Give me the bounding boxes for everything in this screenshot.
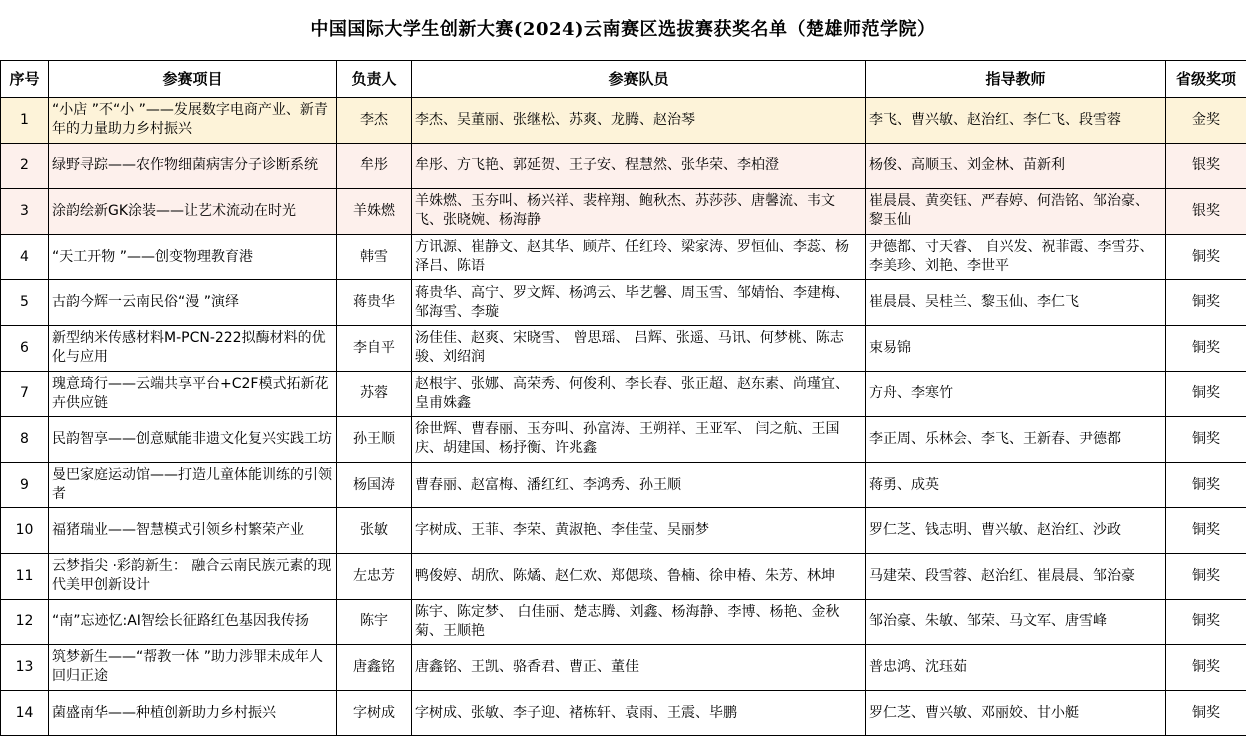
header-project: 参赛项目: [49, 61, 337, 98]
row-number: 13: [1, 645, 49, 691]
award-level: 铜奖: [1166, 325, 1246, 371]
team-members: 羊姝燃、玉夯叫、杨兴祥、裴梓翔、鲍秋杰、苏莎莎、唐馨流、韦文飞、张晓婉、杨海静: [412, 189, 866, 235]
award-level: 铜奖: [1166, 690, 1246, 736]
team-members: 字树成、王菲、李荣、黄淑艳、李佳莹、吴丽梦: [412, 508, 866, 554]
table-row: [1, 553, 1246, 599]
team-leader: 李杰: [337, 98, 412, 144]
project-name: 福猪瑞业——智慧模式引领乡村繁荣产业: [49, 508, 337, 554]
row-number: 14: [1, 690, 49, 736]
team-leader: 羊姝燃: [337, 189, 412, 235]
award-level: 铜奖: [1166, 234, 1246, 280]
project-name: 筑梦新生——“帮教一体 ”助力涉罪未成年人回归正途: [49, 645, 337, 691]
row-number: 2: [1, 143, 49, 189]
table-row: [1, 371, 1246, 417]
row-number: 1: [1, 98, 49, 144]
team-leader: 苏蓉: [337, 371, 412, 417]
project-name: “小店 ”不“小 ”——发展数字电商产业、新青年的力量助力乡村振兴: [49, 98, 337, 144]
team-members: 牟彤、方飞艳、郭延贺、王子安、程慧然、张华荣、李柏澄: [412, 143, 866, 189]
team-leader: 张敏: [337, 508, 412, 554]
advisors: 马建荣、段雪蓉、赵治红、崔晨晨、邹治豪: [866, 553, 1166, 599]
row-number: 11: [1, 553, 49, 599]
table-row: [1, 690, 1246, 736]
table-row: [1, 325, 1246, 371]
project-name: 曼巴家庭运动馆——打造儿童体能训练的引领者: [49, 462, 337, 508]
advisors: 罗仁芝、钱志明、曹兴敏、赵治红、沙政: [866, 508, 1166, 554]
project-name: 瑰意琦行——云端共享平台+C2F模式拓新花卉供应链: [49, 371, 337, 417]
project-name: 云梦指尖 ·彩韵新生： 融合云南民族元素的现代美甲创新设计: [49, 553, 337, 599]
team-members: 徐世辉、曹春丽、玉夯叫、孙富涛、王朔祥、王亚军、 闫之航、王国庆、胡建国、杨抒衡、许兆鑫: [412, 417, 866, 463]
team-leader: 牟彤: [337, 143, 412, 189]
advisors: 崔晨晨、吴桂兰、黎玉仙、李仁飞: [866, 280, 1166, 326]
header-award: 省级奖项: [1166, 61, 1246, 98]
row-number: 6: [1, 325, 49, 371]
table-row: [1, 143, 1246, 189]
table-row: [1, 417, 1246, 463]
advisors: 杨俊、高顺玉、刘金林、苗新利: [866, 143, 1166, 189]
table-row: [1, 280, 1246, 326]
award-level: 金奖: [1166, 98, 1246, 144]
award-level: 铜奖: [1166, 371, 1246, 417]
advisors: 尹德都、寸天睿、 自兴发、祝菲霞、李雪芬、李美珍、刘艳、李世平: [866, 234, 1166, 280]
project-name: “南”忘迹忆:AI智绘长征路红色基因我传扬: [49, 599, 337, 645]
award-level: 铜奖: [1166, 645, 1246, 691]
award-level: 铜奖: [1166, 553, 1246, 599]
advisors: 罗仁芝、曹兴敏、邓丽姣、甘小艇: [866, 690, 1166, 736]
team-members: 赵根宇、张娜、高荣秀、何俊利、李长春、张正超、赵东素、尚瑾宜、皇甫姝鑫: [412, 371, 866, 417]
table-row: [1, 508, 1246, 554]
team-leader: 左忠芳: [337, 553, 412, 599]
advisors: 李正周、乐林会、李飞、王新春、尹德都: [866, 417, 1166, 463]
team-members: 唐鑫铭、王凯、骆香君、曹正、董佳: [412, 645, 866, 691]
award-level: 铜奖: [1166, 462, 1246, 508]
project-name: 民韵智享——创意赋能非遗文化复兴实践工坊: [49, 417, 337, 463]
team-leader: 字树成: [337, 690, 412, 736]
table-row: [1, 599, 1246, 645]
team-members: 字树成、张敏、李子迎、褚栋轩、袁雨、王震、毕鹏: [412, 690, 866, 736]
table-row: [1, 189, 1246, 235]
table-row: [1, 234, 1246, 280]
team-leader: 孙王顺: [337, 417, 412, 463]
advisors: 崔晨晨、黄奕钰、严春婷、何浩铭、邹治豪、黎玉仙: [866, 189, 1166, 235]
page-title: 中国国际大学生创新大赛(2024)云南赛区选拔赛获奖名单（楚雄师范学院）: [310, 19, 936, 40]
row-number: 9: [1, 462, 49, 508]
advisors: 李飞、曹兴敏、赵治红、李仁飞、段雪蓉: [866, 98, 1166, 144]
header-teachers: 指导教师: [866, 61, 1166, 98]
table-row: [1, 462, 1246, 508]
award-level: 银奖: [1166, 189, 1246, 235]
team-members: 李杰、吴董丽、张继松、苏爽、龙腾、赵治琴: [412, 98, 866, 144]
award-level: 银奖: [1166, 143, 1246, 189]
team-leader: 杨国涛: [337, 462, 412, 508]
team-leader: 韩雪: [337, 234, 412, 280]
advisors: 邹治豪、朱敏、邹荣、马文军、唐雪峰: [866, 599, 1166, 645]
project-name: 新型纳米传感材料M-PCN-222拟酶材料的优化与应用: [49, 325, 337, 371]
row-number: 3: [1, 189, 49, 235]
team-members: 曹春丽、赵富梅、潘红红、李鸿秀、孙王顺: [412, 462, 866, 508]
award-table: [0, 60, 1246, 736]
team-leader: 陈宇: [337, 599, 412, 645]
award-level: 铜奖: [1166, 508, 1246, 554]
award-level: 铜奖: [1166, 417, 1246, 463]
row-number: 8: [1, 417, 49, 463]
row-number: 4: [1, 234, 49, 280]
team-members: 陈宇、陈定梦、 白佳丽、楚志腾、刘鑫、杨海静、李博、杨艳、金秋菊、王顺艳: [412, 599, 866, 645]
team-members: 方讯源、崔静文、赵其华、顾芹、任红玲、梁家涛、罗恒仙、李蕊、杨泽吕、陈语: [412, 234, 866, 280]
team-leader: 蒋贵华: [337, 280, 412, 326]
team-members: 汤佳佳、赵爽、宋晓雪、 曾思瑶、 吕辉、张遥、马讯、何梦桃、陈志骏、刘绍润: [412, 325, 866, 371]
row-number: 5: [1, 280, 49, 326]
advisors: 普忠鸿、沈珏茹: [866, 645, 1166, 691]
award-level: 铜奖: [1166, 599, 1246, 645]
table-row: [1, 645, 1246, 691]
row-number: 7: [1, 371, 49, 417]
award-level: 铜奖: [1166, 280, 1246, 326]
team-leader: 李自平: [337, 325, 412, 371]
project-name: 菌盛南华——种植创新助力乡村振兴: [49, 690, 337, 736]
table-row: [1, 98, 1246, 144]
advisors: 方舟、李寒竹: [866, 371, 1166, 417]
header-leader: 负责人: [337, 61, 412, 98]
header-no: 序号: [1, 61, 49, 98]
advisors: 束易锦: [866, 325, 1166, 371]
project-name: 绿野寻踪——农作物细菌病害分子诊断系统: [49, 143, 337, 189]
row-number: 10: [1, 508, 49, 554]
team-leader: 唐鑫铭: [337, 645, 412, 691]
header-members: 参赛队员: [412, 61, 866, 98]
project-name: 涂韵绘新GK涂装——让艺术流动在时光: [49, 189, 337, 235]
row-number: 12: [1, 599, 49, 645]
advisors: 蒋勇、成英: [866, 462, 1166, 508]
table-header-row: [1, 61, 1246, 98]
team-members: 蒋贵华、高宁、罗文辉、杨鸿云、毕艺馨、周玉雪、邹婧怡、李建梅、邹海雪、李璇: [412, 280, 866, 326]
project-name: 古韵今辉一云南民俗“漫 ”演绎: [49, 280, 337, 326]
team-members: 鸭俊婷、胡欣、陈燏、赵仁欢、郑偲琰、鲁楠、徐申椿、朱芳、林坤: [412, 553, 866, 599]
project-name: “天工开物 ”——创变物理教育港: [49, 234, 337, 280]
